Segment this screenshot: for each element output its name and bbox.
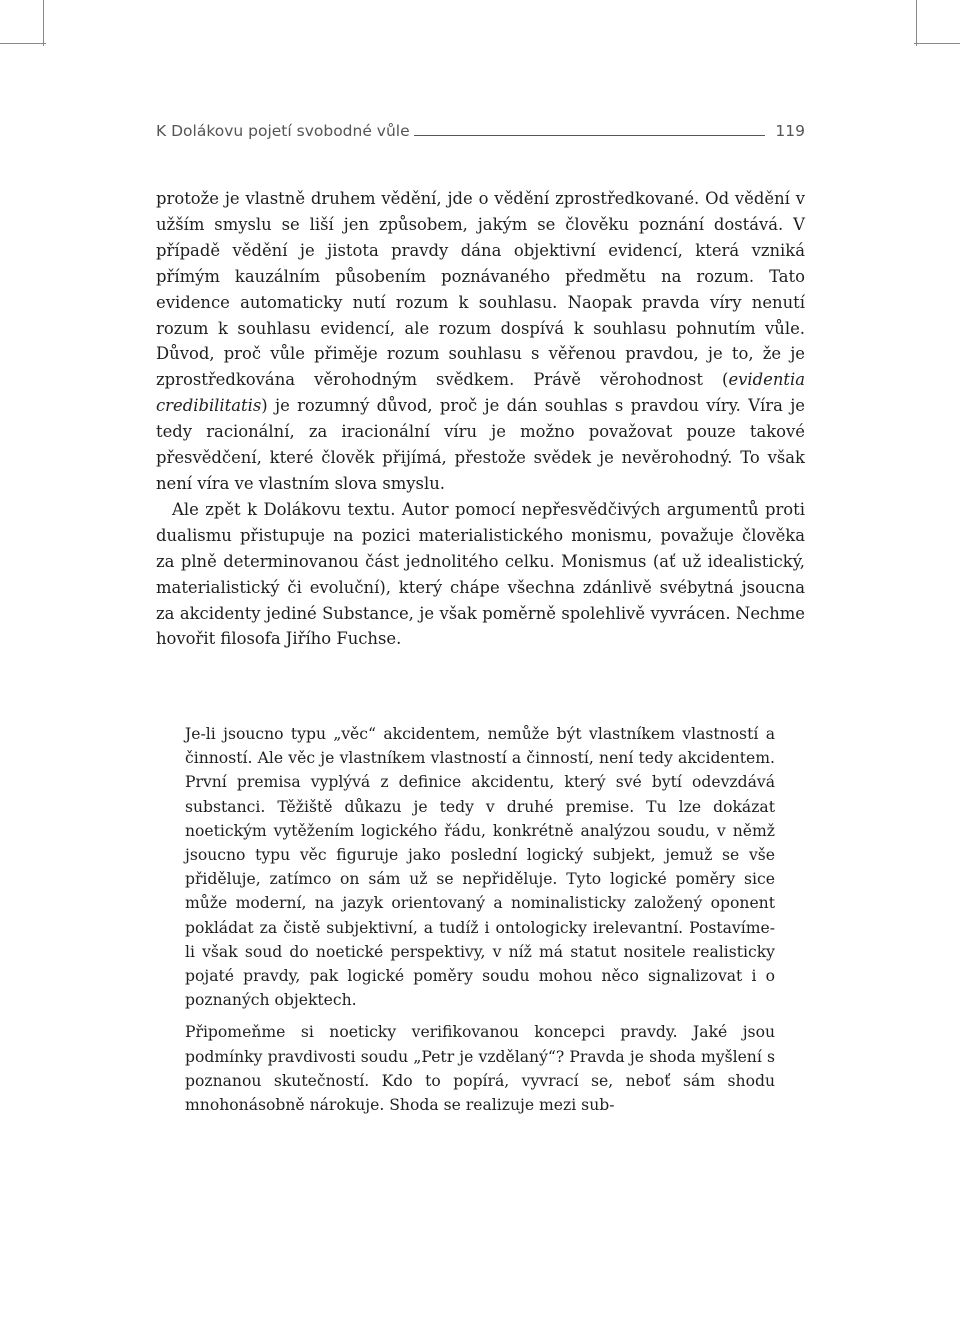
- crop-mark-top-right-horizontal: [914, 43, 960, 54]
- running-head: [156, 116, 805, 140]
- block-quote: [185, 722, 775, 1117]
- running-head-title: K Dolákovu pojetí svobodné vůle: [156, 122, 410, 140]
- quote-paragraph-1: Je-li jsoucno typu „věc“ akcidentem, nemůže být vlastníkem vlastností a činností. Ale věc je vlastníkem vlastností a činností, není tedy akcidentem. První premisa vyplývá z definice akcidentu, který své bytí odevzdává substanci. Těžiště důkazu je tedy v druhé premise. Tu lze dokázat noetickým vytěžením logického řádu, konkrétně analýzou soudu, v němž jsoucno typu věc figuruje jako poslední logický subjekt, jemuž se vše přiděluje, zatímco on sám už se nepřiděluje. Tyto logické poměry sice může moderní, na jazyk orientovaný a nominalisticky založený oponent pokládat za čistě subjektivní, a tudíž i ontologicky irelevantní. Postavíme-li však soud do noetické perspektivy, v níž má statut nositele realisticky pojaté pravdy, pak logické poměry soudu mohou něco signalizovat i o poznaných objektech.: [185, 725, 775, 1010]
- page-number: 119: [775, 122, 805, 140]
- paragraph-1-part-a: protože je vlastně druhem vědění, jde o vědění zprostředkované. Od vědění v užším smyslu se liší jen způsobem, jakým se člověku poznání dostává. V případě vědění je jistota pravdy dána objektivní evidencí, která vzniká přímým kauzálním působením poznávaného předmětu na rozum. Tato evidence automaticky nutí rozum k souhlasu. Naopak pravda víry nenutí rozum k souhlasu evidencí, ale rozum dospívá k souhlasu pohnutím vůle. Důvod, proč vůle přiměje rozum souhlasu s věřenou pravdou, je to, že je zprostředkována věrohodným svědkem. Právě věrohodnost (: [156, 189, 805, 390]
- crop-mark-top-right: [916, 0, 927, 46]
- paragraph-1: [156, 186, 805, 497]
- paragraph-2: Ale zpět k Dolákovu textu. Autor pomocí nepřesvědčivých argumentů proti dualismu přistupuje na pozici materialistického monismu, považuje člověka za plně determinovanou část jednolitého celku. Monismus (ať už idealistický, materialistický či evoluční), který chápe všechna zdánlivě svébytná jsoucna za akcidenty jediné Substance, je však poměrně spolehlivě vyvrácen. Nechme hovořit filosofa Jiřího Fuchse.: [156, 499, 805, 649]
- paragraph-1-part-b: ) je rozumný důvod, proč je dán souhlas s pravdou víry. Víra je tedy racionální, za iracionální víru je možno považovat pouze takové přesvědčení, které člověk přijímá, přestože svědek je nevěrohodný. To však není víra ve vlastním slova smyslu.: [156, 396, 805, 493]
- running-head-rule: [414, 135, 766, 136]
- crop-mark-top-left: [43, 0, 54, 46]
- crop-mark-top-left-horizontal: [0, 43, 46, 54]
- latin-term: evidentia credibilitatis: [156, 370, 805, 416]
- quote-paragraph-2: Připomeňme si noeticky verifikovanou koncepci pravdy. Jaké jsou podmínky pravdivosti soudu „Petr je vzdělaný“? Pravda je shoda myšlení s poznanou skutečností. Kdo to popírá, vyvrací se, neboť sám shodu mnohonásobně nárokuje. Shoda se realizuje mezi sub-: [185, 1023, 775, 1115]
- main-text: [156, 186, 805, 652]
